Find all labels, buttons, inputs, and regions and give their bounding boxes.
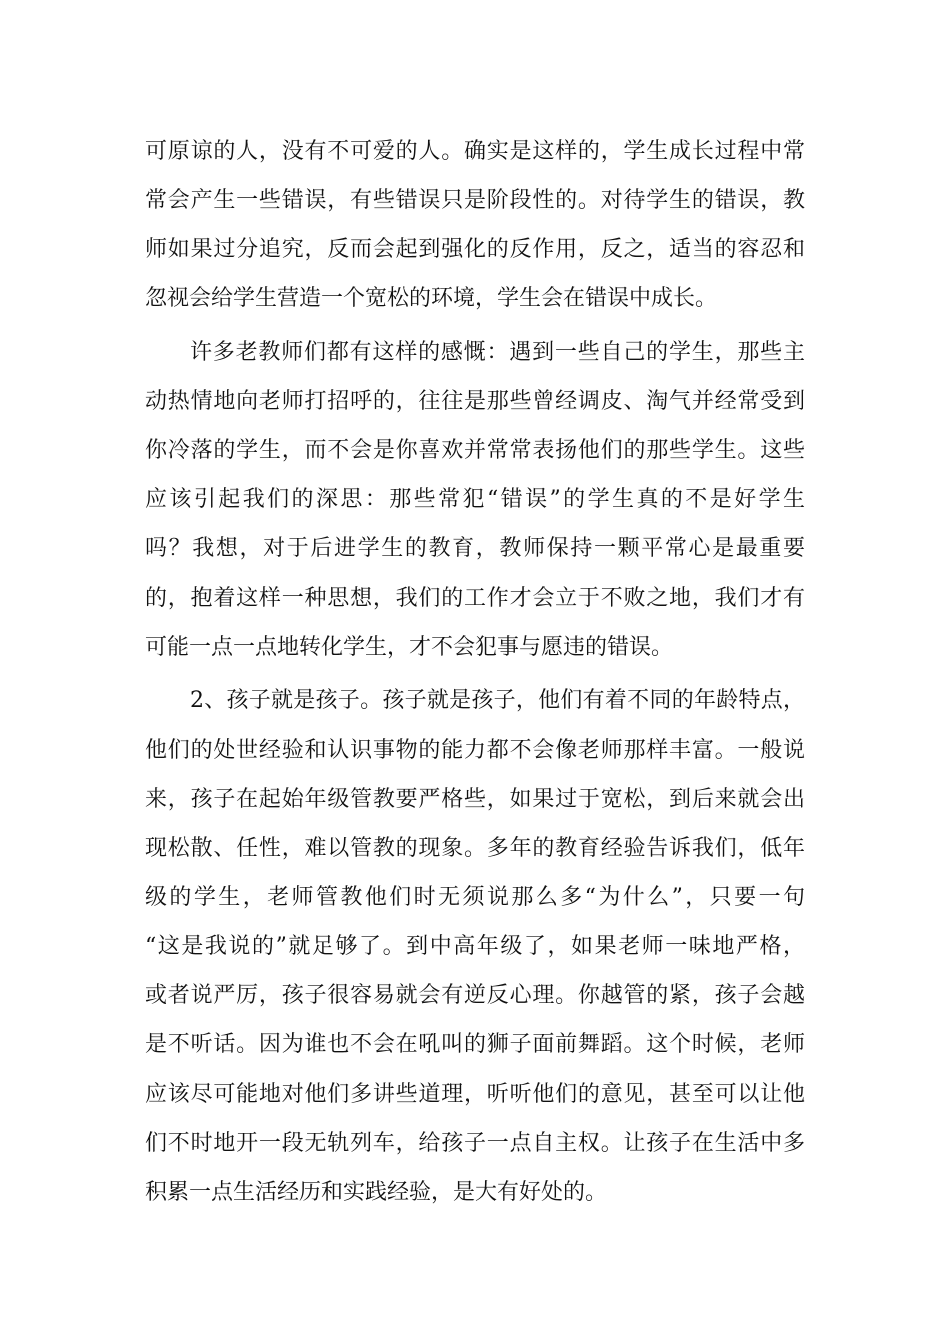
paragraph-2-line-2: 动热情地向老师打招呼的，往往是那些曾经调皮、淘气并经常受到 [145, 389, 805, 414]
paragraph-2-line-5: 吗？我想，对于后进学生的教育，教师保持一颗平常心是最重要 [145, 536, 805, 561]
paragraph-3-line-6: “这是我说的”就足够了。到中高年级了，如果老师一味地严格， [145, 934, 805, 959]
paragraph-3-line-2: 他们的处世经验和认识事物的能力都不会像老师那样丰富。一般说 [145, 738, 805, 763]
paragraph-3-line-10: 们不时地开一段无轨列车，给孩子一点自主权。让孩子在生活中多 [145, 1131, 805, 1156]
paragraph-1-line-2: 常会产生一些错误，有些错误只是阶段性的。对待学生的错误，教 [145, 188, 805, 213]
paragraph-2-line-4: 应该引起我们的深思：那些常犯“错误”的学生真的不是好学生 [145, 487, 805, 512]
paragraph-3-line-7: 或者说严厉，孩子很容易就会有逆反心理。你越管的紧，孩子会越 [145, 983, 805, 1008]
paragraph-3-line-8: 是不听话。因为谁也不会在吼叫的狮子面前舞蹈。这个时候，老师 [145, 1032, 805, 1057]
paragraph-1-line-1: 可原谅的人，没有不可爱的人。确实是这样的，学生成长过程中常 [145, 139, 805, 164]
paragraph-3-line-4: 现松散、任性，难以管教的现象。多年的教育经验告诉我们，低年 [145, 836, 805, 861]
paragraph-2-line-6: 的，抱着这样一种思想，我们的工作才会立于不败之地，我们才有 [145, 586, 805, 611]
paragraph-1-line-3: 师如果过分追究，反而会起到强化的反作用，反之，适当的容忍和 [145, 237, 805, 262]
paragraph-2-line-1: 许多老教师们都有这样的感慨：遇到一些自己的学生，那些主 [190, 340, 805, 365]
paragraph-3-line-5: 级的学生，老师管教他们时无须说那么多“为什么”，只要一句 [145, 885, 805, 910]
paragraph-3-line-9: 应该尽可能地对他们多讲些道理，听听他们的意见，甚至可以让他 [145, 1082, 805, 1107]
paragraph-3-line-1: 2、孩子就是孩子。孩子就是孩子，他们有着不同的年龄特点， [190, 688, 805, 713]
paragraph-2-line-7: 可能一点一点地转化学生，才不会犯事与愿违的错误。 [145, 635, 674, 660]
paragraph-2-line-3: 你冷落的学生，而不会是你喜欢并常常表扬他们的那些学生。这些 [145, 438, 805, 463]
paragraph-3-line-11: 积累一点生活经历和实践经验，是大有好处的。 [145, 1180, 608, 1205]
paragraph-3-line-3: 来，孩子在起始年级管教要严格些，如果过于宽松，到后来就会出 [145, 787, 805, 812]
paragraph-1-line-4: 忽视会给学生营造一个宽松的环境，学生会在错误中成长。 [145, 286, 718, 311]
